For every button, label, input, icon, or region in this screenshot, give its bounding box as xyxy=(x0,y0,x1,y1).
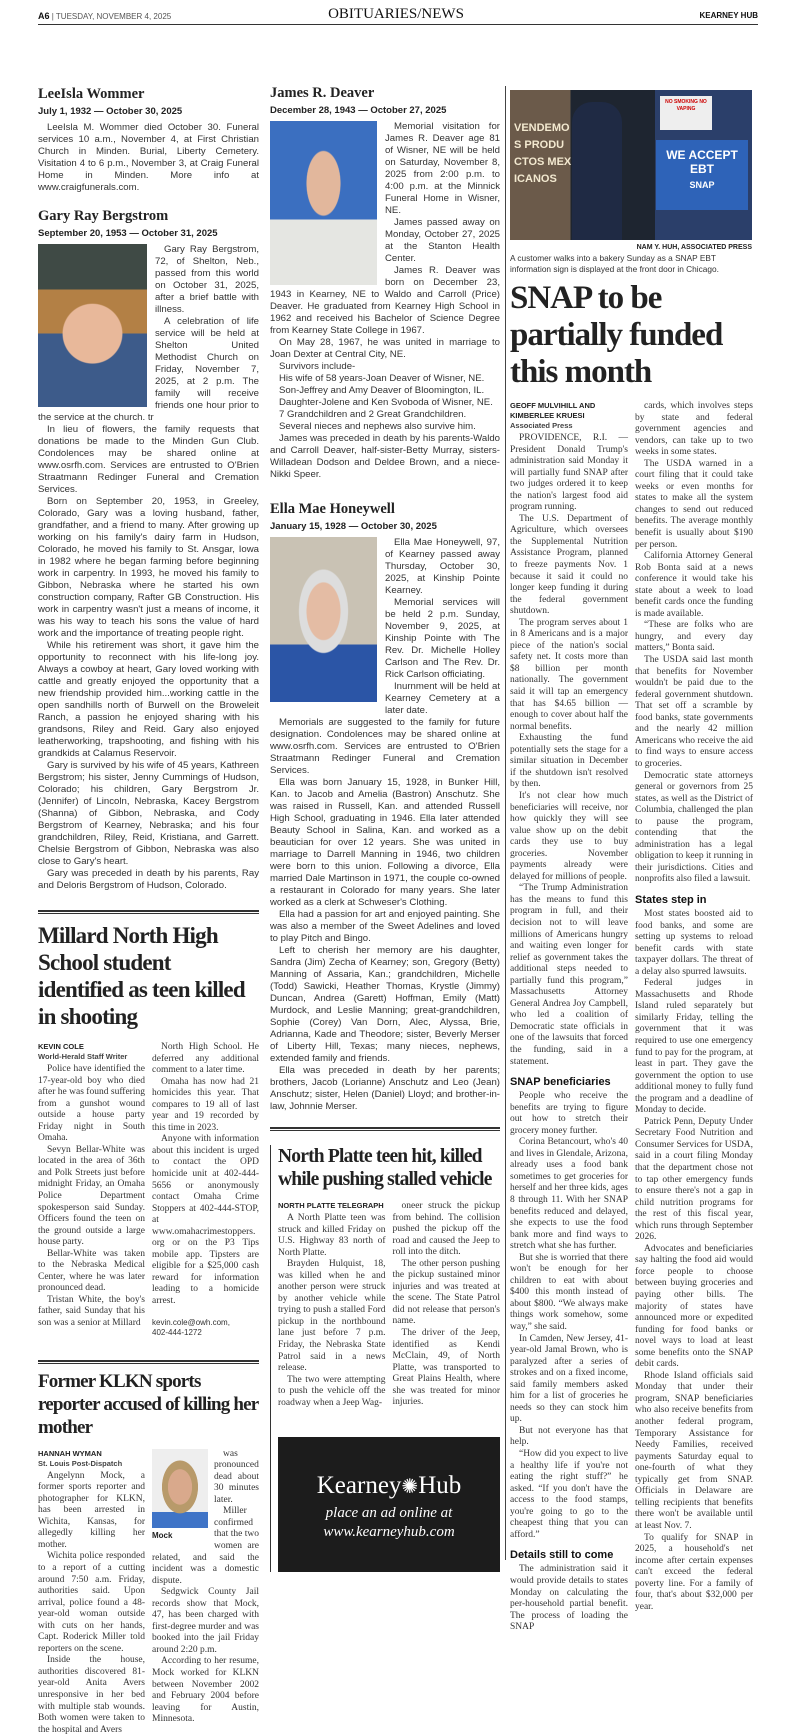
section-title: OBITUARIES/NEWS xyxy=(328,6,464,22)
article-body xyxy=(393,1201,501,1409)
paragraph: Daughter-Jolene and Ken Svoboda of Wisner, NE. xyxy=(279,397,493,408)
paragraph: Police have identified the 17-year-old boy who died after he was found suffering from a gunshot wound outside a house party Friday night in South Omaha. xyxy=(38,1064,145,1144)
author: GEOFF MULVIHILL AND xyxy=(510,401,596,410)
paragraph: Rhode Island officials said Monday that under their program, SNAP beneficiaries who also receive benefits from another federal program, Temporary Assistance for Needy Families, received payments Saturday equal to one-fourth of what they typically get from SNAP. Officials in Delaware are telling recipients that benefits there won't be available until at least Nov. 7. xyxy=(635,1370,753,1531)
photo-caption: Mock xyxy=(152,1530,173,1540)
obit-honeywell xyxy=(270,501,500,1113)
paragraph: James was preceded in death by his parents-Waldo and Carroll Deaver, half-sister-Betty Murray, sisters-Willadean Dodson and Deldee Brown, and a niece-Nikki Speer. xyxy=(270,433,500,480)
page-number: A6 xyxy=(38,11,50,21)
paragraph: Exhausting the fund potentially sets the stage for a similar situation in December if the shutdown isn't resolved by then. xyxy=(510,733,628,790)
paragraph: North High School. He deferred any additional comment to a later time. xyxy=(152,1042,259,1076)
paragraph: Democratic state attorneys general or governors from 25 states, as well as the District of Columbia, challenged the plan to pause the program, contending that the administration has a legal obligation to keep it running in their jurisdictions. Cities and nonprofits also filed a lawsuit. xyxy=(635,770,753,885)
paragraph: Inurnment will be held at Kearney Cemetery at a later date. xyxy=(385,681,500,716)
obit-wommer xyxy=(38,86,259,194)
paragraph: California Attorney General Rob Bonta said at a news conference it would take his state about a week to load benefit cards once the funding is made available. xyxy=(635,551,753,619)
paragraph: Left to cherish her memory are his daughter, Sandra (Jim) Zecha of Kearney; son, Gregory (Betty) Manning of Assaria, Kan.; grandchildren, Michelle (Todd) Sawicki, Heather Thomas, Krystle (Jimmy) Duncan, Andrea (Garett) Hoffman, Emily (Matt) Murdock, and Leslie Manning; great-grandchildren, Sophie (Corey) Van Dorn, Alec, Alyssa, Brie, Adrianna, Kade and Theodore; sister, Beverly Merser of Liberty Hill, Texas; many nieces, nephews, extended family and friends. xyxy=(270,945,500,1064)
snap-photo xyxy=(510,90,752,240)
left-column xyxy=(38,86,259,1736)
contact-phone: 402-444-1272 xyxy=(152,1327,202,1337)
paragraph: Memorial services will be held 2 p.m. Sunday, November 9, 2025, at Kinship Pointe with The Rev. Dr. Michelle Holley Carlson and The Rev. Dr. Rick Carlson officiating. xyxy=(385,597,500,680)
millard-byline xyxy=(38,1042,145,1062)
paragraph: The other person pushing the pickup sustained minor injuries and was treated at the scene. The State Patrol did not release that person's name. xyxy=(392,1258,500,1327)
section-rule xyxy=(270,1127,500,1131)
snap-logo-text: SNAP xyxy=(689,180,715,190)
platte-byline: NORTH PLATTE TELEGRAPH xyxy=(278,1201,384,1210)
paragraph: Sevyn Bellar-White was located in the area of 36th and Polk Streets just before midnight Friday, an Omaha Police Department spokesperson said Sunday. Officers found the teen on the ground outside a large house party. xyxy=(38,1144,145,1248)
paragraph: His wife of 58 years-Joan Deaver of Wisner, NE. xyxy=(279,373,485,384)
paragraph: Son-Jeffrey and Amy Deaver of Bloomington, IL. xyxy=(279,385,485,396)
obit-name: James R. Deaver xyxy=(270,85,375,101)
article-body xyxy=(278,1213,386,1409)
paragraph: Brayden Hulquist, 18, was killed when he and another person were struck by another vehicle while trying to push a stalled Ford pickup in the northbound lane just before 7 p.m. Friday, the Nebraska State Patrol said in a news release. xyxy=(278,1259,386,1374)
paragraph: Patrick Penn, Deputy Under Secretary Food Nutrition and Consumer Services for USDA, said in a court filing Monday that the department chose not to tap other emergency funds to ensure there's not a gap in child nutrition programs for the rest of this fiscal year, which runs through September 2026. xyxy=(635,1116,753,1243)
subheading: Details still to come xyxy=(510,1549,614,1562)
mock-photo xyxy=(152,1449,208,1528)
platte-headline: North Platte teen hit, killed while pushing stalled vehicle xyxy=(278,1146,492,1190)
article-body xyxy=(510,433,628,1634)
paragraph: Gary is survived by his wife of 45 years, Kathreen Bergstrom; his sister, Jenny Cummings of Hudson, Colorado; his children, Gary Bergstrom Jr. (Jennifer) of Lincoln, Nebraska, Kacey Bergstrom (Shanna) of Gibbon, Nebraska, and Cody Bergstrom of Kearney, Nebraska; and his four grandchildren, Riley, Reid, Kristiana, and Garrett. Chelsie Bergstrom of Gibbon, Nebraska was also close to Gary's heart. xyxy=(38,760,259,867)
column-rule xyxy=(505,86,506,1560)
logo-right: Hub xyxy=(418,1472,462,1500)
paragraph: While his retirement was short, it gave him the opportunity to reconnect with his life-long joy. Always a cowboy at heart, Gary loved working with cattle and greatly enjoyed the opportunity that a new friendship provided him...working cattle in the open sandhills north of Burwell on the Broweleit Ranch, a passion he enjoyed sharing with his grandsons, Riley and Reid. Gary also enjoyed leatherworking, trapshooting, and fishing with his grandkids at Calamus Reservoir. xyxy=(38,640,259,759)
photo-caption: A customer walks into a bakery Sunday as a SNAP EBT information sign is displayed at the front door in Chicago. xyxy=(510,253,719,274)
paragraph: Angelynn Mock, a former sports reporter and photographer for KLKN, has been arrested in Wichita, Kansas, for allegedly killing her mother. xyxy=(38,1470,145,1550)
deaver-photo xyxy=(270,121,377,285)
author: HANNAH WYMAN xyxy=(38,1448,102,1458)
obit-name: LeeIsla Wommer xyxy=(38,86,145,102)
snap-byline xyxy=(510,401,628,431)
honeywell-photo xyxy=(270,537,377,702)
middle-column xyxy=(270,85,500,1572)
snap-headline: SNAP to be partially funded this month xyxy=(510,280,723,390)
paragraph: Ella was born January 15, 1928, in Bunker Hill, Kan. to Jacob and Amelia (Bastron) Anschutz. She was raised in Russell, Kan. and attended Russell High School, graduating in 1946. Ella later attended Beauty School in Salina, Kan. and worked as a beautician for over 12 years. She was united in marriage to Darrell Manning in 1946, two children were born to this union. Following a divorce, Ella married Dale Martinson in 1971, the couple co-owned a restaurant in Colorado for many years. She later worked as a clerk at Schweser's Clothing. xyxy=(270,777,500,908)
paragraph: Memorial visitation for James R. Deaver age 81 of Wisner, NE will be held on Saturday, November 8, 2025 from 2:00 p.m. to 4:00 p.m. at the Minnick Funeral Home in Wisner, NE. xyxy=(385,121,500,216)
paragraph: Omaha has now had 21 homicides this year. That compares to 19 all of last year and 19 recorded by this time in 2023. xyxy=(152,1076,259,1133)
header-rule xyxy=(38,24,758,25)
paragraph: According to her resume, Mock worked for KLKN between November 2002 and February 2004 before leaving for Austin, Minnesota. xyxy=(152,1656,259,1725)
ebt-sign xyxy=(656,140,748,210)
klkn-headline: Former KLKN sports reporter accused of killing her mother xyxy=(38,1370,259,1438)
paragraph: The USDA warned in a court filing that it could take weeks or even months for states to make all the system changes to send out reduced benefits. The average monthly benefit is usually about $190 per person. xyxy=(635,458,753,550)
obit-dates: July 1, 1932 — October 30, 2025 xyxy=(38,106,183,117)
ad-text xyxy=(278,1504,500,1542)
author: KIMBERLEE KRUESI xyxy=(510,411,585,420)
paragraph: cards, which involves steps by state and federal government agencies and vendors, can take up to two weeks in some states. xyxy=(635,401,753,458)
paragraph: A North Platte teen was struck and killed Friday on U.S. Highway 83 north of North Platte. xyxy=(278,1213,386,1258)
paragraph: Wichita police responded to a report of a cutting around 7:50 a.m. Friday, authorities said. Upon arrival, police found a 48-year-old woman outside with cuts on her hands, Capt. Roderick Miller told reporters on the scene. xyxy=(38,1551,145,1654)
paragraph: Ella Mae Honeywell, 97, of Kearney passed away Thursday, October 30, 2025, at Kinship Pointe Kearney. xyxy=(385,537,500,596)
paragraph: Corina Betancourt, who's 40 and lives in Glendale, Arizona, already uses a food bank sometimes to get groceries for herself and her three kids, ages 8 through 11. With her SNAP benefits reduced and delayed, she expects to use the food bank more and find ways to stretch what she has further. xyxy=(510,1137,628,1252)
paragraph: A celebration of life service will be held at Shelton United Methodist Church on Friday, November 7, 2025, at 2 p.m. The family will receive friends one hour prior to the service at the church. tr xyxy=(38,316,259,423)
paragraph: Memorials are suggested to the family for future designation. Condolences may be shared online at www.osrfh.com. Services are entrusted to O'Brien Straatmann Redinger Funeral and Cremation Services. xyxy=(270,717,500,776)
obit-bergstrom xyxy=(38,208,259,892)
obit-name: Ella Mae Honeywell xyxy=(270,501,395,517)
page-folio: A6 | TUESDAY, NOVEMBER 4, 2025 xyxy=(38,11,172,21)
paragraph: oneer struck the pickup from behind. The collision pushed the pickup off the road and caused the Jeep to roll into the ditch. xyxy=(392,1201,500,1258)
millard-body xyxy=(38,1042,259,1338)
paragraph: The driver of the Jeep, identified as Kendi McClain, 49, of North Platte, was transported to Great Plains Health, where she was treated for minor injuries. xyxy=(392,1328,500,1408)
paragraph: “These are folks who are hungry, and every day matters,” Bonta said. xyxy=(635,620,753,654)
section-rule xyxy=(38,910,259,914)
paragraph: The administration said it would provide details to states Monday on calculating the per-household partial benefit. The process of loading the SNAP xyxy=(510,1564,628,1633)
paragraph: Gary Ray Bergstrom, 72, of Shelton, Neb., passed from this world on October 31, 2025, after a brief battle with illness. xyxy=(155,244,259,315)
section-rule xyxy=(38,1360,259,1364)
paragraph: In lieu of flowers, the family requests that donations be made to the Minden Gun Club. Condolences may be shared online at www.osrfh.com. Services are entrusted to O'Brien Straatmann Redinger Funeral and Cremation Services. xyxy=(38,424,259,495)
paragraph: The two were attempting to push the vehicle off the roadway when a Jeep Wag- xyxy=(278,1374,386,1408)
paragraph: was pronounced dead about 30 minutes later. xyxy=(214,1448,259,1505)
ebt-text: WE ACCEPT EBT xyxy=(666,148,738,176)
paragraph: Several nieces and nephews also survive him. xyxy=(279,421,476,432)
paragraph: Miller confirmed that the two women are related, and said the incident was a domestic dispute. xyxy=(152,1506,259,1586)
photo-credit: NAM Y. HUH, ASSOCIATED PRESS xyxy=(636,244,752,251)
paragraph: It's not clear how much beneficiaries will receive, nor how quickly they will see value show up on the debit cards they use to buy groceries. November payments already were delayed for millions of people. xyxy=(510,790,628,882)
klkn-body xyxy=(38,1449,259,1736)
subheading: States step in xyxy=(635,893,707,906)
platte-article xyxy=(270,1145,500,1572)
no-smoking-sign: NO SMOKING NO VAPING xyxy=(660,96,712,130)
obit-dates: January 15, 1928 — October 30, 2025 xyxy=(270,521,437,532)
contact-email[interactable]: kevin.cole@owh.com, xyxy=(152,1317,230,1327)
paper-name: KEARNEY HUB xyxy=(699,11,758,20)
paragraph: Born on September 20, 1953, in Greeley, Colorado, Gary was a loving husband, father, grandfather, and a friend to many. After growing up working on his family's dairy farm in Hudson, Colorado, he moved his family to St. Ansgar, Iowa in 1982 where he began farming before beginning work in carpentry. In 1993, he moved his family to Gibbon, Nebraska where he started his own construction company, Rafter GB Construction. His work in carpentry wasn't just a means of income, it was his way to teach his sons the value of hard work and the importance of treating people right. xyxy=(38,496,259,639)
paragraph: Anyone with information about this incident is urged to contact the OPD homicide unit at 402-444-5656 or anonymously contact Omaha Crime Stoppers at 402-444-STOP, at www.omahacrimestoppers.org or on the P3 Tips mobile app. Tipsters are eligible for a $25,000 cash reward for information leading to a homicide arrest. xyxy=(152,1134,259,1307)
paragraph: LeeIsla M. Wommer died October 30. Funeral services 10 a.m., November 4, at First Christian Church in Minden. Burial, Liberty Cemetery. Visitation 4 to 6 p.m., November 3, at Craig Funeral Home in Minden. More info at www.craigfunerals.com. xyxy=(38,122,259,193)
paragraph: Tristan White, the boy's father, said Sunday that his son was a senior at Millard xyxy=(38,1294,145,1329)
paragraph: The U.S. Department of Agriculture, which oversees the Supplemental Nutrition Assistance Program, planned to freeze payments Nov. 1 because it said it could no longer keep funding it during the federal government shutdown. xyxy=(510,513,628,617)
subheading: SNAP beneficiaries xyxy=(510,1076,611,1089)
paragraph: Ella was preceded in death by her parents; brothers, Jacob (Lorianne) Anschutz and Leo (Jean) Anschutz; sister, Helen (Daniel) Lloyd; and brother-in-law, Johnnie Merser. xyxy=(270,1065,500,1112)
obit-dates: December 28, 1943 — October 27, 2025 xyxy=(270,105,447,116)
paragraph: In Camden, New Jersey, 41-year-old Jamal Brown, who is paralyzed after a series of strokes and on a fixed income, said family members asked him for a list of groceries he needs so they can stock him up. xyxy=(510,1333,628,1425)
paragraph: Gary was preceded in death by his parents, Ray and Deloris Bergstrom of Hudson, Colorado. xyxy=(38,868,259,891)
platte-body xyxy=(278,1201,500,1409)
paragraph: 7 Grandchildren and 2 Great Grandchildren. xyxy=(279,409,467,420)
article-body xyxy=(152,1042,259,1308)
paragraph: The program serves about 1 in 8 Americans and is a major piece of the nation's social safety net. It costs more than $8 billion per month nationally. The government said it will tap an emergency that has $4.65 billion — enough to cover about half the normal benefits. xyxy=(510,617,628,732)
paragraph: But she is worried that there won't be enough for her children to eat with about $400 this month instead of about $800. “We always make things work somehow, some way,” she said. xyxy=(510,1252,628,1333)
paragraph: Most states boosted aid to food banks, and some are setting up systems to reload benefit cards with state taxpayer dollars. The threat of a delay also spurred lawsuits. xyxy=(635,908,753,977)
author-org: St. Louis Post-Dispatch xyxy=(38,1458,123,1468)
right-column xyxy=(510,90,755,1634)
issue-date: TUESDAY, NOVEMBER 4, 2025 xyxy=(55,12,172,21)
customer-figure xyxy=(572,102,622,240)
paragraph: On May 28, 1967, he was united in marriage to Joan Dexter at Central City, NE. xyxy=(270,337,500,360)
snap-body xyxy=(510,401,753,1634)
sunburst-icon: ✺ xyxy=(401,1476,419,1499)
obit-dates: September 20, 1953 — October 31, 2025 xyxy=(38,228,218,239)
paragraph: Advocates and beneficiaries say halting the food aid would force people to choose between buying groceries and paying other bills. The majority of states have announced more or expedited funding for food banks or novel ways to load at least some benefits onto the SNAP debit cards. xyxy=(635,1243,753,1370)
paragraph: “How did you expect to live a healthy life if you're not eating the right stuff?” he asked. “If you don't have the access to the food stamps, you're going to go to the cheapest thing that you can afford.” xyxy=(510,1449,628,1540)
paragraph: Federal judges in Massachusetts and Rhode Island ruled separately but similarly Friday, telling the government that it was required to use one emergency fund to pay for the program, at least in part. They gave the government the option to use additional money to fully fund the program and a deadline of Monday to decide. xyxy=(635,978,753,1116)
paragraph: But not everyone has that help. xyxy=(510,1425,628,1448)
paragraph: “The Trump Administration has the means to fund this program in full, and their decision not to will leave millions of Americans hungry and waiting even longer for relief as government takes the additional steps needed to partially fund this program,” Massachusetts Attorney General Andrea Joy Campbell, who led a coalition of Democratic state officials in one of the lawsuits that forced the funding, said in a statement. xyxy=(510,883,628,1067)
paragraph: The USDA said last month that benefits for November wouldn't be paid due to the federal government shutdown. That set off a scramble by food banks, state governments and the nearly 42 million Americans who receive the aid to find ways to ensure access to groceries. xyxy=(635,655,753,769)
ad-line1: place an ad online at xyxy=(325,1505,453,1522)
logo-left: Kearney xyxy=(316,1472,402,1500)
author-org: Associated Press xyxy=(510,421,573,430)
store-sign: VENDEMOS PRODUCTOS MEXICANOS xyxy=(514,122,572,185)
author: KEVIN COLE xyxy=(38,1042,84,1051)
paragraph: Ella had a passion for art and enjoyed painting. She was also a member of the Sweet Adelines and loved to play Pitch and Bingo. xyxy=(270,909,500,944)
author-org: World-Herald Staff Writer xyxy=(38,1052,128,1061)
obit-deaver xyxy=(270,85,500,481)
article-body xyxy=(38,1471,145,1736)
ad-logo xyxy=(278,1471,500,1502)
bergstrom-photo xyxy=(38,244,147,407)
article-body xyxy=(38,122,259,194)
millard-headline: Millard North High School student identified as teen killed in shooting xyxy=(38,923,245,1029)
paragraph: People who receive the benefits are trying to figure out how to stretch their grocery money further. xyxy=(510,1091,628,1136)
paragraph: PROVIDENCE, R.I. — President Donald Trump's administration said Monday it will partially fund SNAP after two judges ordered it to keep the nation's largest food aid program running. xyxy=(510,433,628,513)
kearneyhub-ad[interactable] xyxy=(278,1437,500,1572)
article-body xyxy=(38,1064,145,1330)
obit-name: Gary Ray Bergstrom xyxy=(38,208,169,224)
klkn-byline xyxy=(38,1449,145,1469)
ad-url: www.kearneyhub.com xyxy=(323,1524,455,1541)
article-body xyxy=(635,401,753,1613)
paragraph: To qualify for SNAP in 2025, a household's net income after certain expenses can't exceed the federal poverty line. For a family of four, that's about $32,000 per year. xyxy=(635,1532,753,1612)
paragraph: James R. Deaver was born on December 23, 1943 in Kearney, NE to Waldo and Carroll (Price) Deaver. He graduated from Kearney High School in 1962 and received his Bachelor of Science Degree from Kearney State College in 1967. xyxy=(270,265,500,336)
paragraph: Bellar-White was taken to the Nebraska Medical Center, where he was later pronounced dead. xyxy=(38,1248,145,1294)
paragraph: James passed away on Monday, October 27, 2025 at the Stanton Health Center. xyxy=(385,217,500,264)
paragraph: Sedgwick County Jail records show that Mock, 47, has been charged with first-degree murder and was booked into the jail Friday around 2:20 p.m. xyxy=(152,1587,259,1655)
paragraph: Survivors include- xyxy=(279,361,356,372)
paragraph: Inside the house, authorities discovered 81-year-old Anita Avers unresponsive in her bed with multiple stab wounds. Both women were taken to the hospital and Avers xyxy=(38,1655,145,1735)
